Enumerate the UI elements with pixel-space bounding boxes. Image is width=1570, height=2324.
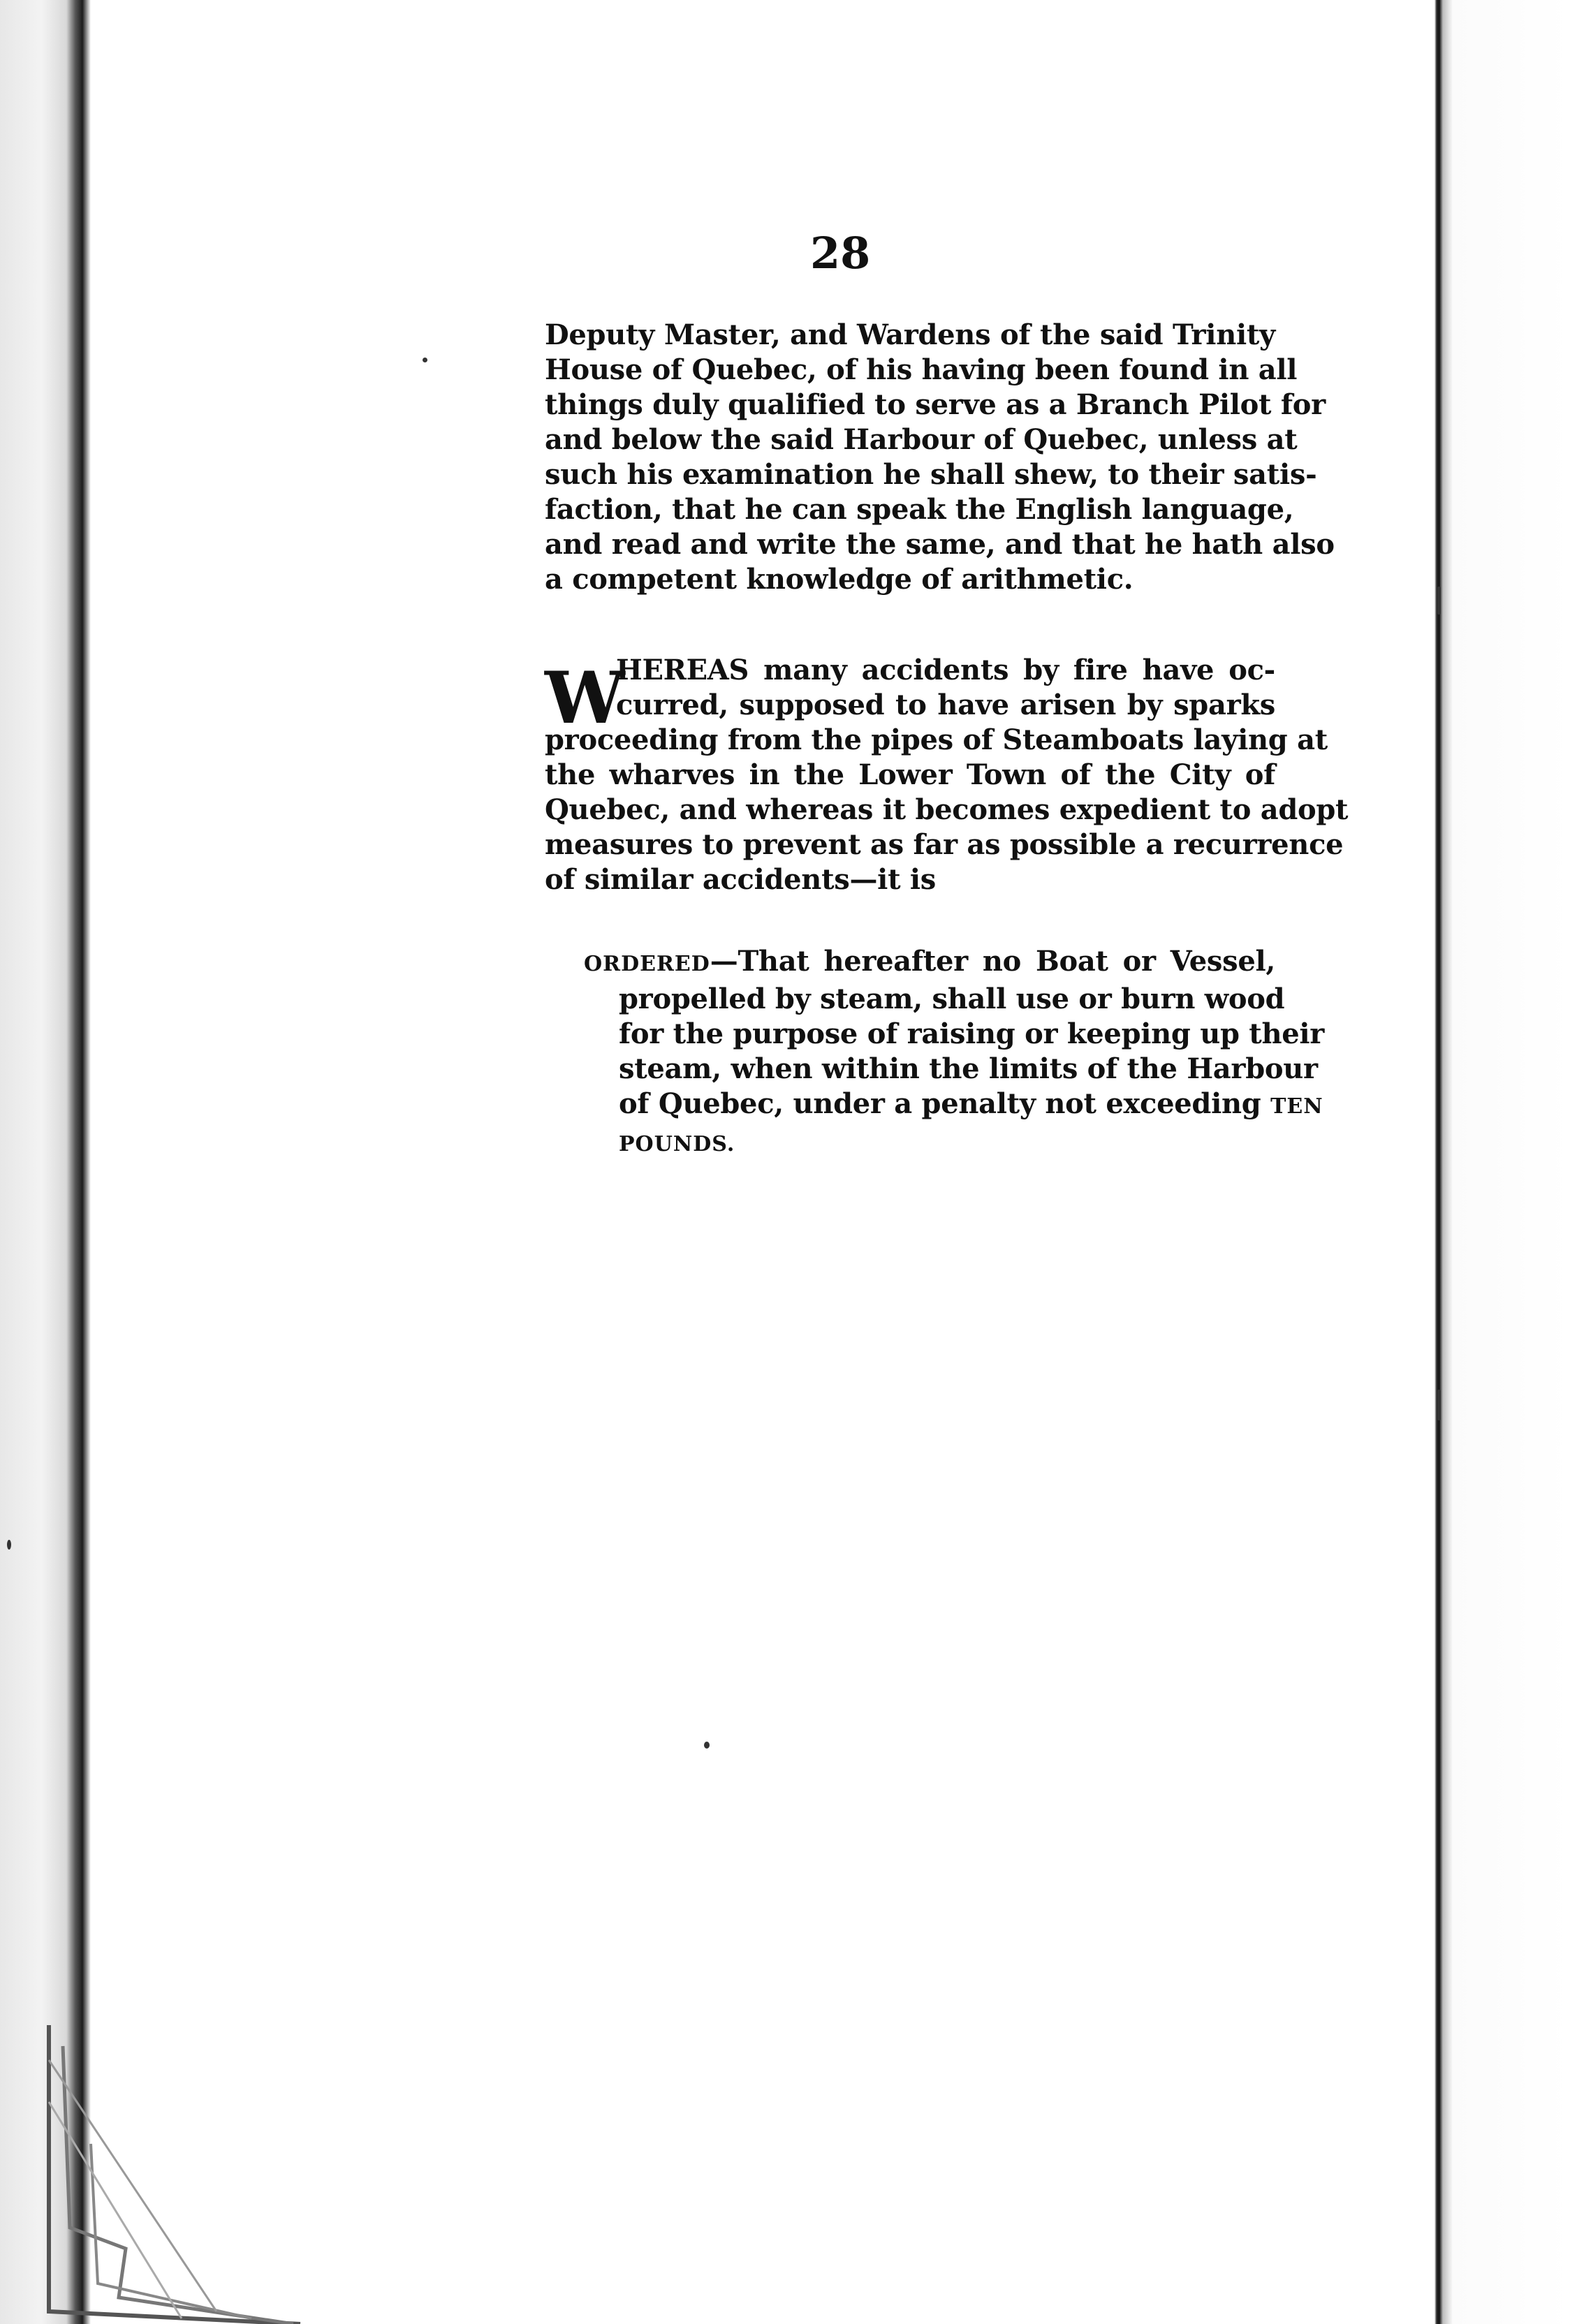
text-line: and below the said Harbour of Quebec, unless at xyxy=(545,423,1298,456)
text-line: proceeding from the pipes of Steamboats laying at xyxy=(545,723,1328,756)
text-line: such his examination he shall shew, to their satis- xyxy=(545,458,1317,491)
text-line: Quebec, and whereas it becomes expedient to adopt xyxy=(545,793,1349,826)
text-line: things duly qualified to serve as a Branch Pilot for xyxy=(545,388,1326,421)
ordered-label: ORDERED xyxy=(584,952,710,976)
ink-speck xyxy=(423,358,427,362)
book-spine-edge xyxy=(0,0,91,2324)
text-line: curred, supposed to have arisen by sparks xyxy=(616,689,1275,721)
text-line: measures to prevent as far as possible a recurrence xyxy=(545,828,1344,861)
ink-speck xyxy=(1437,587,1441,615)
ink-speck xyxy=(704,1742,710,1749)
text-line xyxy=(584,1087,1323,1124)
paragraph-pilot-qualification xyxy=(545,318,1335,597)
penalty-ten: TEN xyxy=(1270,1094,1323,1119)
text-line: of similar accidents—it is xyxy=(545,863,936,896)
text-line: House of Quebec, of his having been found in all xyxy=(545,353,1298,386)
penalty-pounds: POUNDS. xyxy=(619,1132,735,1156)
drop-cap: W xyxy=(545,656,625,740)
ink-speck xyxy=(1437,1390,1441,1420)
text-line: a competent knowledge of arithmetic. xyxy=(545,563,1134,596)
text-line-rest: of Quebec, under a penalty not exceeding xyxy=(619,1087,1261,1120)
text-line: Deputy Master, and Wardens of the said Trinity xyxy=(545,318,1275,351)
ink-speck xyxy=(7,1540,11,1550)
text-line: steam, when within the limits of the Harbour xyxy=(619,1052,1318,1085)
paragraph-ordered xyxy=(584,944,1325,1162)
page-right-edge xyxy=(1425,0,1570,2324)
text-line: HEREAS many accidents by fire have oc- xyxy=(616,654,1275,686)
text-line-rest: —That hereafter no Boat or Vessel, xyxy=(710,945,1275,978)
text-line: faction, that he can speak the English language, xyxy=(545,493,1294,526)
page-number: 28 xyxy=(810,228,871,279)
text-line xyxy=(584,1124,1275,1162)
text-line: propelled by steam, shall use or burn wood xyxy=(619,983,1285,1015)
text-line: the wharves in the Lower Town of the City of xyxy=(545,758,1275,791)
text-line: for the purpose of raising or keeping up their xyxy=(619,1017,1325,1050)
text-line xyxy=(584,944,1275,982)
page-corner-fold xyxy=(42,2018,307,2324)
text-line: and read and write the same, and that he hath also xyxy=(545,528,1335,561)
paragraph-whereas xyxy=(545,653,1349,897)
